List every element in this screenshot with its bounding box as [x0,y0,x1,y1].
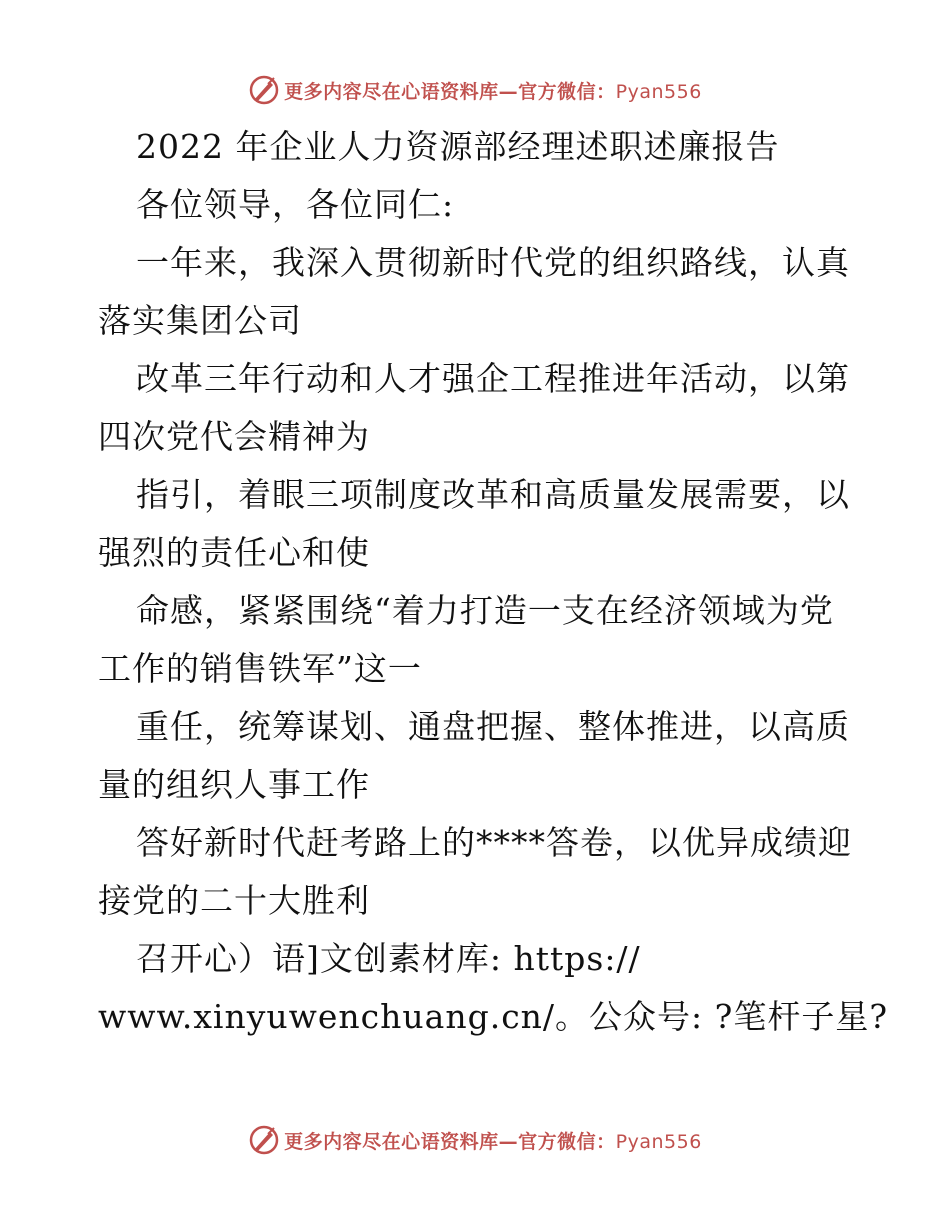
document-line: 2022 年企业人力资源部经理述职述廉报告 [136,127,780,166]
watermark-text: 更多内容尽在心语资料库—官方微信：Pyan556 [284,80,702,103]
document-body [98,118,889,1046]
document-line: 强烈的责任心和使 [98,533,370,572]
document-line: 改革三年行动和人才强企工程推进年活动，以第 [136,359,850,398]
watermark-text: 更多内容尽在心语资料库—官方微信：Pyan556 [284,1130,702,1153]
document-line: 召开心）语]文创素材库: https:// [136,939,641,978]
footer-watermark [0,1120,950,1160]
document-line: 落实集团公司 [98,301,302,340]
pen-logo-icon [248,74,280,106]
header-watermark [0,70,950,110]
document-line: 接党的二十大胜利 [98,881,370,920]
document-line: 各位领导，各位同仁: [136,185,455,224]
document-line: 工作的销售铁军”这一 [98,649,422,688]
document-line: 命感，紧紧围绕“着力打造一支在经济领域为党 [136,591,834,630]
pen-logo-icon [248,1124,280,1156]
document-line: 一年来，我深入贯彻新时代党的组织路线，认真 [136,243,850,282]
document-line: 量的组织人事工作 [98,765,370,804]
document-line: 重任，统筹谋划、通盘把握、整体推进，以高质 [136,707,850,746]
document-line: 答好新时代赶考路上的****答卷，以优异成绩迎 [136,823,852,862]
document-line: www.xinyuwenchuang.cn/。公众号: ?笔杆子星? [98,997,889,1036]
document-line: 四次党代会精神为 [98,417,370,456]
document-line: 指引，着眼三项制度改革和高质量发展需要，以 [136,475,850,514]
